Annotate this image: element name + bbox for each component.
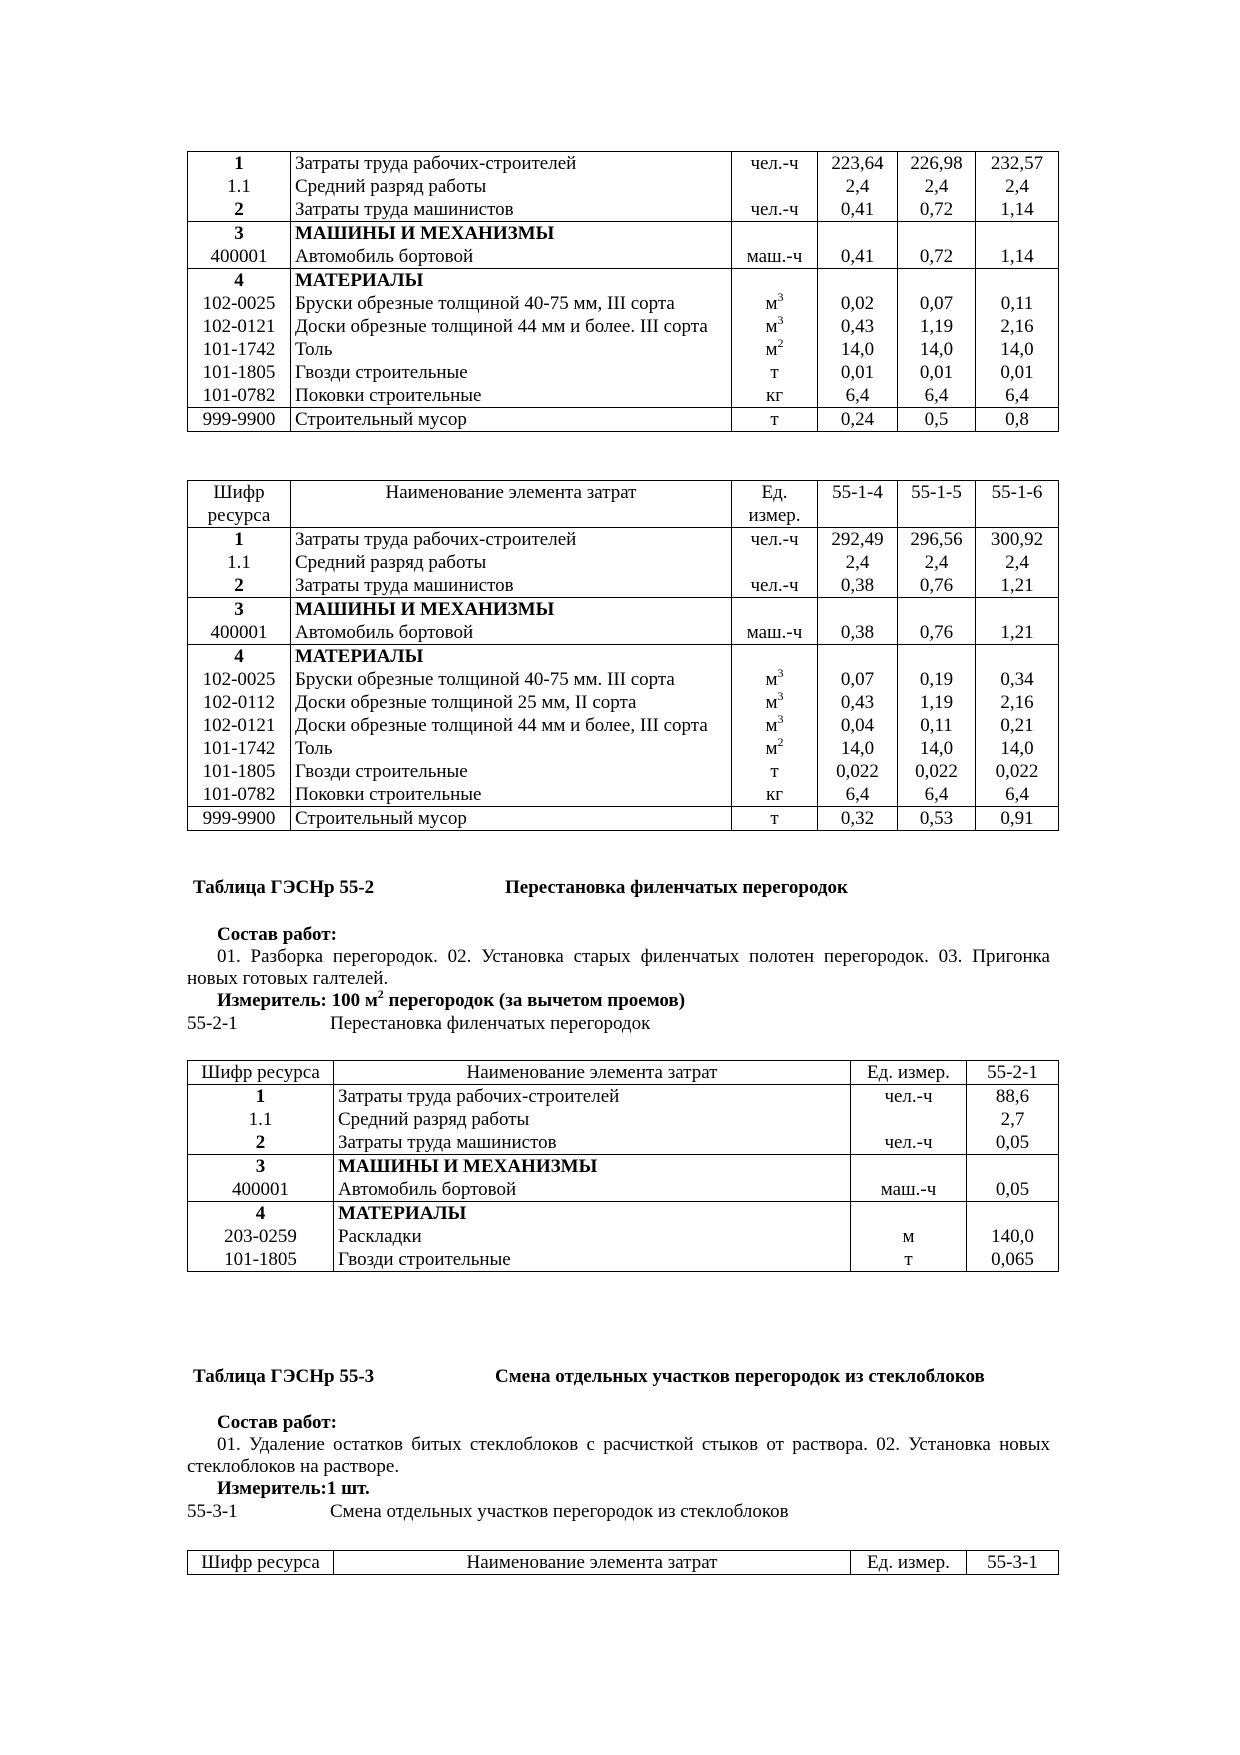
unit-text: т (770, 808, 779, 829)
unit-text: чел.-ч (750, 153, 799, 174)
table-row (188, 551, 1059, 574)
header-col: 55-2-1 (967, 1061, 1059, 1085)
meter-label: Измеритель: 100 м (217, 990, 378, 1011)
resource-code: 101-0782 (188, 783, 291, 807)
value-cell: 6,4 (818, 783, 898, 807)
value-cell: 0,19 (898, 668, 976, 691)
unit (732, 621, 818, 645)
value-cell: 0,34 (976, 668, 1059, 691)
value-cell: 0,07 (898, 292, 976, 315)
unit-text: м (765, 715, 778, 736)
resource-name: Автомобиль бортовой (334, 1178, 851, 1202)
resource-code: 101-1742 (188, 338, 291, 361)
value-cell: 2,4 (818, 551, 898, 574)
unit-text: чел.-ч (750, 529, 799, 550)
resource-code: 400001 (188, 1178, 334, 1202)
value-cell: 6,4 (818, 384, 898, 408)
resource-code: 102-0112 (188, 691, 291, 714)
unit-text: кг (765, 784, 784, 805)
resource-name: Бруски обрезные толщиной 40-75 мм, III сорта (291, 292, 732, 315)
table-header-row (188, 481, 1059, 528)
resource-code: 999-9900 (188, 807, 291, 831)
resource-code: 2 (188, 574, 291, 598)
meter-label: Измеритель:1 шт. (217, 1478, 370, 1499)
resource-table-55-1-4-6 (187, 480, 1059, 831)
resource-code: 102-0121 (188, 714, 291, 737)
header-code: Шифр ресурса (188, 1061, 334, 1085)
value-cell: 1,19 (898, 315, 976, 338)
table-row (188, 1178, 1059, 1202)
value-cell: 292,49 (818, 528, 898, 552)
unit (732, 760, 818, 783)
unit (732, 574, 818, 598)
composition-text: 01. Разборка перегородок. 02. Установка старых филенчатых полотен перегородок. 03. Пригонка новых готовых галтелей. (187, 946, 1050, 989)
resource-name: Автомобиль бортовой (291, 621, 732, 645)
unit-exponent: 2 (777, 737, 784, 749)
value-cell: 0,04 (818, 714, 898, 737)
value-cell: 6,4 (976, 783, 1059, 807)
resource-name: Строительный мусор (291, 408, 732, 432)
unit (732, 668, 818, 691)
table-row (188, 338, 1059, 361)
value-cell: 1,19 (898, 691, 976, 714)
value-cell: 0,01 (898, 361, 976, 384)
table-header-row (188, 1551, 1059, 1575)
table-row (188, 315, 1059, 338)
value-cell: 88,6 (967, 1085, 1059, 1109)
header-col-2: 55-1-5 (898, 481, 976, 528)
unit-text: м (902, 1226, 915, 1247)
unit-exponent: 3 (777, 315, 784, 327)
resource-code: 999-9900 (188, 408, 291, 432)
value-cell: 0,01 (818, 361, 898, 384)
resource-name: Затраты труда машинистов (291, 198, 732, 222)
header-name: Наименование элемента затрат (334, 1061, 851, 1085)
unit (851, 1131, 967, 1155)
resource-code: 101-1805 (188, 1248, 334, 1272)
value-cell: 0,01 (976, 361, 1059, 384)
item-line (187, 1013, 1050, 1035)
value-cell: 296,56 (898, 528, 976, 552)
header-code: Шифр ресурса (188, 1551, 334, 1575)
resource-code: 3 (188, 222, 291, 246)
value-cell: 0,11 (976, 292, 1059, 315)
resource-code: 101-1742 (188, 737, 291, 760)
header-unit: Ед. измер. (851, 1061, 967, 1085)
resource-code: 1 (188, 1085, 334, 1109)
unit-text: м (765, 293, 778, 314)
value-cell: 223,64 (818, 152, 898, 176)
resource-table-55-2-1 (187, 1060, 1059, 1272)
unit (851, 1202, 967, 1226)
value-cell: 0,38 (818, 621, 898, 645)
unit (732, 528, 818, 552)
unit-text: чел.-ч (750, 575, 799, 596)
resource-name: Бруски обрезные толщиной 40-75 мм. III сорта (291, 668, 732, 691)
resource-name: МАТЕРИАЛЫ (334, 1202, 851, 1226)
table-row (188, 361, 1059, 384)
value-cell: 0,41 (818, 245, 898, 269)
value-cell: 0,41 (818, 198, 898, 222)
table-row (188, 408, 1059, 432)
value-cell: 0,76 (898, 574, 976, 598)
value-cell (818, 269, 898, 293)
resource-table-55-1-1-3 (187, 151, 1059, 432)
unit-exponent: 3 (777, 714, 784, 726)
value-cell (976, 598, 1059, 622)
resource-code: 203-0259 (188, 1225, 334, 1248)
value-cell: 232,57 (976, 152, 1059, 176)
value-cell: 2,16 (976, 691, 1059, 714)
resource-code: 4 (188, 1202, 334, 1226)
value-cell (976, 222, 1059, 246)
table-row (188, 1155, 1059, 1179)
value-cell: 226,98 (898, 152, 976, 176)
resource-code: 2 (188, 198, 291, 222)
table-row (188, 222, 1059, 246)
header-unit: Ед. измер. (732, 481, 818, 528)
value-cell: 0,05 (967, 1178, 1059, 1202)
header-name: Наименование элемента затрат (291, 481, 732, 528)
resource-code: 400001 (188, 621, 291, 645)
table-label: Таблица ГЭСНр 55-3 (193, 1366, 375, 1387)
unit-text: м (765, 339, 778, 360)
resource-code: 4 (188, 269, 291, 293)
unit-text: т (904, 1249, 913, 1270)
unit (732, 551, 818, 574)
resource-name: Средний разряд работы (291, 551, 732, 574)
table-row (188, 668, 1059, 691)
value-cell: 0,022 (976, 760, 1059, 783)
unit-text: т (770, 362, 779, 383)
value-cell: 2,16 (976, 315, 1059, 338)
value-cell: 0,065 (967, 1248, 1059, 1272)
header-code: Шифр ресурса (188, 481, 291, 528)
unit-exponent: 2 (777, 338, 784, 350)
value-cell (818, 222, 898, 246)
table-row (188, 292, 1059, 315)
resource-name: Автомобиль бортовой (291, 245, 732, 269)
value-cell: 14,0 (898, 338, 976, 361)
resource-code: 102-0025 (188, 292, 291, 315)
unit (732, 691, 818, 714)
table-row (188, 807, 1059, 831)
unit-text: маш.-ч (746, 246, 803, 267)
table-row (188, 645, 1059, 669)
value-cell: 0,91 (976, 807, 1059, 831)
table-row (188, 1108, 1059, 1131)
unit-text: м (765, 669, 778, 690)
resource-code: 2 (188, 1131, 334, 1155)
item-name: Перестановка филенчатых перегородок (330, 1013, 651, 1034)
resource-name: Затраты труда рабочих-строителей (291, 528, 732, 552)
unit (851, 1248, 967, 1272)
table-label: Таблица ГЭСНр 55-2 (193, 877, 375, 898)
unit-exponent: 3 (777, 691, 784, 703)
value-cell: 0,022 (898, 760, 976, 783)
value-cell: 0,5 (898, 408, 976, 432)
value-cell: 14,0 (818, 338, 898, 361)
value-cell: 6,4 (898, 384, 976, 408)
value-cell (898, 269, 976, 293)
resource-code: 4 (188, 645, 291, 669)
unit (851, 1225, 967, 1248)
unit-text: м (765, 738, 778, 759)
value-cell: 6,4 (898, 783, 976, 807)
resource-name: Доски обрезные толщиной 44 мм и более, III сорта (291, 714, 732, 737)
value-cell: 0,8 (976, 408, 1059, 432)
resource-name: МАШИНЫ И МЕХАНИЗМЫ (291, 222, 732, 246)
value-cell: 14,0 (976, 338, 1059, 361)
value-cell: 6,4 (976, 384, 1059, 408)
section-title: Смена отдельных участков перегородок из стеклоблоков (495, 1366, 985, 1387)
meter-suffix: перегородок (за вычетом проемов) (383, 990, 686, 1011)
table-row (188, 574, 1059, 598)
item-name: Смена отдельных участков перегородок из стеклоблоков (330, 1501, 789, 1522)
value-cell: 2,4 (898, 551, 976, 574)
table-row (188, 714, 1059, 737)
value-cell (967, 1155, 1059, 1179)
table-row (188, 245, 1059, 269)
unit-text: чел.-ч (750, 199, 799, 220)
resource-code: 400001 (188, 245, 291, 269)
unit (732, 783, 818, 807)
value-cell (967, 1202, 1059, 1226)
unit (732, 198, 818, 222)
table-row (188, 1248, 1059, 1272)
unit (732, 292, 818, 315)
resource-name: МАШИНЫ И МЕХАНИЗМЫ (334, 1155, 851, 1179)
resource-table-55-3-1 (187, 1550, 1059, 1575)
section-title: Перестановка филенчатых перегородок (505, 877, 848, 898)
unit (732, 245, 818, 269)
item-code: 55-3-1 (187, 1501, 238, 1522)
value-cell: 0,24 (818, 408, 898, 432)
resource-code: 102-0121 (188, 315, 291, 338)
resource-name: Затраты труда машинистов (334, 1131, 851, 1155)
table-row (188, 621, 1059, 645)
unit (732, 338, 818, 361)
unit-exponent: 3 (777, 292, 784, 304)
value-cell: 1,14 (976, 198, 1059, 222)
value-cell: 0,38 (818, 574, 898, 598)
table-row (188, 760, 1059, 783)
unit-text: т (770, 761, 779, 782)
value-cell (898, 645, 976, 669)
resource-name: Гвозди строительные (291, 760, 732, 783)
resource-name: Доски обрезные толщиной 25 мм, II сорта (291, 691, 732, 714)
value-cell: 2,4 (818, 175, 898, 198)
table-row (188, 198, 1059, 222)
unit (851, 1155, 967, 1179)
resource-name: Толь (291, 338, 732, 361)
resource-code: 102-0025 (188, 668, 291, 691)
value-cell: 0,07 (818, 668, 898, 691)
value-cell: 1,21 (976, 574, 1059, 598)
value-cell (898, 222, 976, 246)
value-cell: 14,0 (976, 737, 1059, 760)
item-code: 55-2-1 (187, 1013, 238, 1034)
table-row (188, 598, 1059, 622)
table-row (188, 175, 1059, 198)
meter-sup: 2 (377, 986, 384, 1001)
table-row (188, 152, 1059, 176)
value-cell: 2,4 (976, 551, 1059, 574)
resource-code: 1.1 (188, 551, 291, 574)
value-cell: 2,7 (967, 1108, 1059, 1131)
value-cell: 0,43 (818, 315, 898, 338)
value-cell: 0,21 (976, 714, 1059, 737)
value-cell: 14,0 (898, 737, 976, 760)
resource-code: 101-1805 (188, 361, 291, 384)
value-cell: 0,05 (967, 1131, 1059, 1155)
value-cell: 0,76 (898, 621, 976, 645)
value-cell (898, 598, 976, 622)
resource-code: 101-0782 (188, 384, 291, 408)
header-col: 55-3-1 (967, 1551, 1059, 1575)
value-cell (976, 269, 1059, 293)
header-col-1: 55-1-4 (818, 481, 898, 528)
value-cell: 0,43 (818, 691, 898, 714)
table-row (188, 783, 1059, 807)
value-cell (976, 645, 1059, 669)
header-name: Наименование элемента затрат (334, 1551, 851, 1575)
value-cell: 300,92 (976, 528, 1059, 552)
table-row (188, 269, 1059, 293)
resource-code: 1 (188, 528, 291, 552)
unit-text: кг (765, 385, 784, 406)
unit (732, 269, 818, 293)
resource-name: Гвозди строительные (334, 1248, 851, 1272)
table-row (188, 1202, 1059, 1226)
unit-text: т (770, 409, 779, 430)
resource-code: 1.1 (188, 1108, 334, 1131)
table-header-row (188, 1061, 1059, 1085)
unit (732, 384, 818, 408)
unit (732, 222, 818, 246)
resource-name: МАШИНЫ И МЕХАНИЗМЫ (291, 598, 732, 622)
item-line (187, 1501, 1050, 1523)
resource-code: 1 (188, 152, 291, 176)
composition-text: 01. Удаление остатков битых стеклоблоков с расчисткой стыков от раствора. 02. Установка новых стеклоблоков на растворе. (187, 1434, 1050, 1477)
unit (732, 645, 818, 669)
value-cell (818, 598, 898, 622)
composition-label: Состав работ: (217, 1412, 337, 1433)
unit (732, 315, 818, 338)
unit (851, 1178, 967, 1202)
value-cell: 0,11 (898, 714, 976, 737)
unit-text: маш.-ч (746, 622, 803, 643)
table-row (188, 528, 1059, 552)
value-cell: 0,32 (818, 807, 898, 831)
value-cell: 1,14 (976, 245, 1059, 269)
table-row (188, 1225, 1059, 1248)
value-cell: 0,02 (818, 292, 898, 315)
resource-name: Поковки строительные (291, 384, 732, 408)
header-col-3: 55-1-6 (976, 481, 1059, 528)
resource-name: Строительный мусор (291, 807, 732, 831)
resource-name: МАТЕРИАЛЫ (291, 269, 732, 293)
table-row (188, 1131, 1059, 1155)
resource-name: Гвозди строительные (291, 361, 732, 384)
resource-name: Затраты труда рабочих-строителей (334, 1085, 851, 1109)
value-cell: 14,0 (818, 737, 898, 760)
meter-line (217, 986, 1080, 1012)
unit (732, 408, 818, 432)
unit (732, 361, 818, 384)
resource-name: Раскладки (334, 1225, 851, 1248)
unit (851, 1108, 967, 1131)
unit-text: чел.-ч (884, 1086, 933, 1107)
table-row (188, 737, 1059, 760)
table-row (188, 1085, 1059, 1109)
unit (732, 152, 818, 176)
value-cell (818, 645, 898, 669)
resource-name: Средний разряд работы (334, 1108, 851, 1131)
value-cell: 140,0 (967, 1225, 1059, 1248)
unit-text: м (765, 692, 778, 713)
unit-text: чел.-ч (884, 1132, 933, 1153)
resource-name: Поковки строительные (291, 783, 732, 807)
header-unit: Ед. измер. (851, 1551, 967, 1575)
unit-text: маш.-ч (880, 1179, 937, 1200)
unit (732, 714, 818, 737)
unit (851, 1085, 967, 1109)
unit-text: м (765, 316, 778, 337)
resource-name: Доски обрезные толщиной 44 мм и более. III сорта (291, 315, 732, 338)
value-cell: 0,72 (898, 198, 976, 222)
resource-name: Толь (291, 737, 732, 760)
unit-exponent: 3 (777, 668, 784, 680)
resource-code: 1.1 (188, 175, 291, 198)
value-cell: 1,21 (976, 621, 1059, 645)
resource-name: МАТЕРИАЛЫ (291, 645, 732, 669)
value-cell: 0,022 (818, 760, 898, 783)
resource-code: 3 (188, 1155, 334, 1179)
resource-name: Средний разряд работы (291, 175, 732, 198)
value-cell: 0,72 (898, 245, 976, 269)
value-cell: 0,53 (898, 807, 976, 831)
resource-code: 3 (188, 598, 291, 622)
unit (732, 737, 818, 760)
resource-name: Затраты труда рабочих-строителей (291, 152, 732, 176)
table-row (188, 691, 1059, 714)
unit (732, 598, 818, 622)
composition-label: Состав работ: (217, 924, 337, 945)
table-row (188, 384, 1059, 408)
unit (732, 807, 818, 831)
value-cell: 2,4 (898, 175, 976, 198)
resource-code: 101-1805 (188, 760, 291, 783)
unit (732, 175, 818, 198)
resource-name: Затраты труда машинистов (291, 574, 732, 598)
value-cell: 2,4 (976, 175, 1059, 198)
